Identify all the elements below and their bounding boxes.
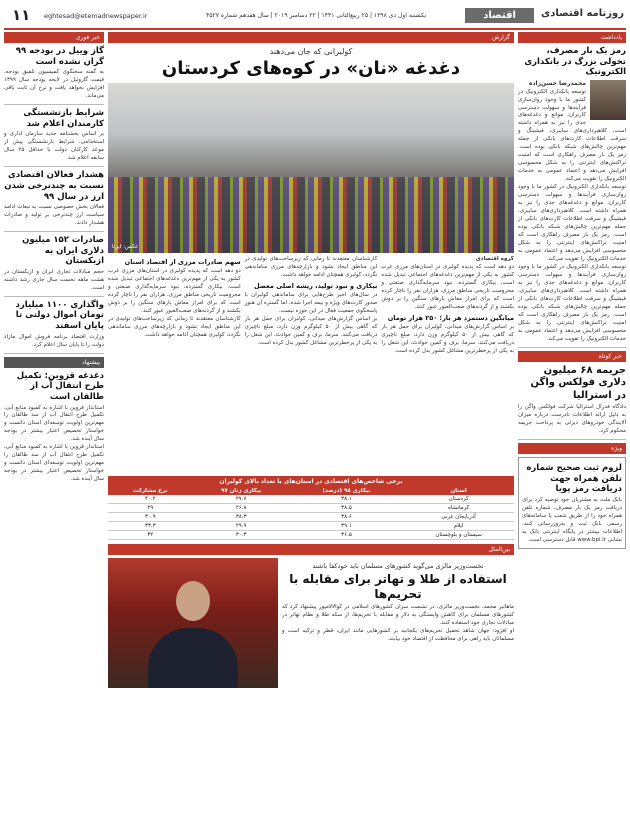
table-cell: ۳۳.۳ — [108, 522, 193, 531]
left-column — [4, 32, 104, 814]
right-bar-special: ویژه — [518, 443, 626, 454]
table-body — [108, 495, 514, 540]
right-column — [518, 32, 626, 814]
report-body-1b: دو دهه است که پدیده کولبری در استان‌های مرزی غرب کشور به یکی از مهم‌ترین دغدغه‌های اجتماعی تبدیل شده است. بیکاری گسترده، نبود سرمایه‌گذاری صنعتی و محرومیت تاریخی مناطق مرزی، هزاران نفر را ناچار کرده است که برای امرار معاش بارهای سنگین را بر دوش بکشند و از گردنه‌های صعب‌العبور عبور کنند. — [108, 268, 241, 314]
table-cell: ایلام — [403, 522, 514, 531]
photo-crowd — [108, 177, 514, 254]
report-body-2: بر اساس گزارش‌های میدانی، کولبران برای حمل هر بار که گاهی بیش از ۵۰ کیلوگرم وزن دارد، مبلغ ناچیزی دریافت می‌کنند. سرما، برف و کمین حوادث، این شغل را به یکی از پرخطرترین مشاغل کشور بدل کرده است. — [381, 323, 514, 354]
table-cell: ۲۹ — [108, 504, 193, 513]
table-cell: ۲۹.۹ — [193, 522, 290, 531]
intl-kicker: نخست‌وزیر مالزی می‌گوید کشورهای مسلمان باید خودکفا باشند — [312, 562, 484, 570]
newspaper-logo: روزنامه اقتصادی — [541, 8, 624, 19]
notice-body: بانک ملت به مشتریان خود توصیه کرد برای دریافت رمز یک بار مصرف، شماره تلفن همراه خود را از طریق شعب یا سامانه‌های رسمی بانک ثبت و به‌روزرسانی کنند. اطلاعات بیشتر در پایگاه اینترنتی بانک به نشانی www.bpi.ir قابل دسترسی است. — [522, 496, 622, 543]
table-header-cell: بیکاری ۹۸ (درصد) — [290, 487, 404, 495]
table-cell: ۳۸.۱ — [290, 495, 404, 504]
divider — [4, 166, 104, 167]
right-bar-brief: خبر کوتاه — [518, 351, 626, 362]
table-cell: ۲۷.۷ — [193, 495, 290, 504]
report-headline: دغدغه «نان» در کوه‌های کردستان — [161, 58, 461, 79]
left-story1-headline: گاز وییل در بودجه ۹۹ گران نشده است — [15, 46, 104, 67]
divider — [4, 231, 104, 232]
brief-headline: جریمه ۶۸ میلیون دلاری فولکس واگن در استرالیا — [530, 364, 626, 401]
report-subhead-3: سهم صادرات مرزی از اقتصاد استان — [124, 258, 241, 266]
table-cell: ۳۸.۳ — [193, 513, 290, 522]
left-story3-body: فعالان بخش خصوصی نسبت به تبعات ادامه سیاست ارز چندنرخی بر تولید و صادرات هشدار دادند. — [4, 204, 104, 227]
report-body-4: در سال‌های اخیر طرح‌هایی برای ساماندهی کولبران با صدور کارت‌های ویژه و بیمه اجرا شده، اما گستره آن هنوز پاسخگوی جمعیت فعال در این حوزه نیست. — [244, 292, 378, 314]
table-cell: آذربایجان غربی — [403, 513, 514, 522]
note-author: محمدرضا حسن‌زاده — [528, 79, 586, 87]
contact-email[interactable]: eghtesad@etemadnewspaper.ir — [44, 12, 148, 20]
intl-body-1: ماهاتیر محمد، نخست‌وزیر مالزی، در نشست سران کشورهای اسلامی در کوالالامپور پیشنهاد کرد که کشورهای مسلمان برای کاهش وابستگی به دلار و مقابله با تحریم‌ها، از سکه طلا و نظام تهاتر در مبادلات تجاری خود استفاده کنند. — [282, 604, 514, 626]
bank-notice — [518, 457, 626, 549]
left-story1-body: به گفته سخنگوی کمیسیون تلفیق بودجه، قیمت گازوئیل در لایحه بودجه سال ۱۳۹۹ افزایش نخواهد یافت و نرخ آن ثابت باقی می‌ماند. — [4, 69, 104, 100]
left-story2-body: بر اساس بخشنامه جدید سازمان اداری و استخدامی، شرایط بازنشستگی پیش از موعد کارکنان دولت با حداقل ۲۵ سال سابقه اعلام شد. — [4, 131, 104, 162]
left-story2-headline: شرایط بازنشستگی کارمندان اعلام شد — [23, 108, 104, 129]
intl-body-2: او افزود: جهان شاهد تحمیل تحریم‌های یکجانبه بر کشورهایی مانند ایران، قطر و ترکیه است و مسلمانان باید راهی برای محافظت از اقتصاد خود بیابند. — [282, 627, 514, 642]
brief-body: دادگاه فدرال استرالیا شرکت فولکس واگن را به دلیل ارائه اطلاعات نادرست درباره میزان آلایندگی خودروهای دیزلی به پرداخت جریمه محکوم کرد. — [518, 404, 626, 434]
note-headline: رمز یک بار مصرف، تحولی بزرگ در بانکداری الکترونیک — [524, 46, 626, 78]
table-title: برخی شاخص‌های اقتصادی در استان‌های با تعداد بالای کولبران — [108, 476, 514, 487]
mahathir-photo — [108, 558, 278, 688]
left-story6-headline: دغدغه قزوین: تکمیل طرح انتقال آب از طالقان است — [16, 370, 104, 402]
table-row — [108, 495, 514, 504]
table-row — [108, 522, 514, 531]
report-byline: گروه اقتصادی — [475, 256, 514, 262]
notice-headline: لزوم ثبت صحیح شماره تلفن همراه جهت دریافت رمز پویا — [526, 462, 622, 495]
intl-text — [282, 558, 514, 688]
report-body-1: دو دهه است که پدیده کولبری در استان‌های مرزی غرب کشور به یکی از مهم‌ترین دغدغه‌های اجتماعی تبدیل شده است. بیکاری گسترده، نبود سرمایه‌گذاری صنعتی و محرومیت تاریخی مناطق مرزی، هزاران نفر را ناچار کرده است که برای امرار معاش بارهای سنگین را بر دوش بکشند و از گردنه‌های صعب‌العبور عبور کنند. — [381, 263, 514, 310]
photo-suit — [148, 628, 238, 688]
table-cell: کردستان — [403, 495, 514, 504]
report-subhead-2: بیکاری و نبود تولید، ریشه اصلی معضل — [253, 281, 378, 290]
author-photo — [590, 80, 626, 120]
table-cell: کرمانشاه — [403, 504, 514, 513]
photo-face — [176, 581, 210, 621]
table-header-cell: بیکاری زنان ۹۷ — [193, 487, 290, 495]
table-cell: ۳۸.۶ — [290, 513, 404, 522]
note-body-cont: توسعه بانکداری الکترونیک در کشور ما با وجود روان‌سازی فرآیندها و سهولت دسترسی کاربران، موانع و دغدغه‌های جدی را نیز به همراه داشته است. کلاهبرداری‌های سایبری، فیشینگ و سرقت اطلاعات کارت‌های بانکی از جمله مهم‌ترین چالش‌های شبکه بانکی بوده است. رمز یک بار مصرف راهکاری است که امنیت تراکنش‌های اینترنتی را به شکل محسوسی افزایش می‌دهد و اعتماد عمومی به خدمات الکترونیک را تقویت می‌کند. — [518, 184, 626, 262]
report-body-3b: کارشناسان معتقدند تا زمانی که زیرساخت‌های تولیدی در این مناطق ایجاد نشود و بازارچه‌های مرزی ساماندهی نگردد، کولبری همچنان ادامه خواهد داشت. — [108, 315, 241, 338]
report-columns — [108, 256, 514, 476]
note-body-cont2: توسعه بانکداری الکترونیک در کشور ما با وجود روان‌سازی فرآیندها و سهولت دسترسی کاربران، موانع و دغدغه‌های جدی را نیز به همراه داشته است. کلاهبرداری‌های سایبری، فیشینگ و سرقت اطلاعات کارت‌های بانکی از جمله مهم‌ترین چالش‌های شبکه بانکی بوده است. رمز یک بار مصرف راهکاری است که امنیت تراکنش‌های اینترنتی را به شکل محسوسی افزایش می‌دهد و اعتماد عمومی به خدمات الکترونیک را تقویت می‌کند. — [518, 263, 626, 342]
table-cell: ۳۰.۳ — [193, 531, 290, 540]
left-story3-headline: هشدار فعالان اقتصادی نسبت به چندنرخی شدن ارز در سال ۹۹ — [4, 170, 104, 202]
divider — [4, 353, 104, 354]
report-kicker: کولبرانی که جان می‌دهند — [269, 47, 353, 56]
photo-caption: عکس: ایرنا — [112, 244, 139, 250]
masthead — [4, 6, 626, 30]
table-cell: سیستان و بلوچستان — [403, 531, 514, 540]
table-cell: ۴۰.۲ — [108, 495, 193, 504]
report-body-3: کارشناسان معتقدند تا زمانی که زیرساخت‌های تولیدی در این مناطق ایجاد نشود و بازارچه‌های مرزی ساماندهی نگردد، کولبری همچنان ادامه خواهد داشت. — [244, 256, 378, 278]
table-cell: ۳۹.۱ — [290, 522, 404, 531]
table-header-cell: نرخ مشارکت — [108, 487, 193, 495]
divider — [4, 296, 104, 297]
intl-story — [108, 558, 514, 688]
center-bar-intl: بین‌الملل — [108, 544, 514, 555]
left-story4-body: حجم مبادلات تجاری ایران و ازبکستان در هشت ماهه نخست سال جاری رشد داشته است. — [4, 268, 104, 291]
divider — [518, 439, 626, 440]
table-cell: ۳۶.۵ — [290, 531, 404, 540]
right-bar-note: یادداشت — [518, 32, 626, 43]
page-number: ۱۱ — [12, 6, 31, 24]
table-cell: ۲۶.۸ — [193, 504, 290, 513]
left-story5-body: وزارت اقتصاد برنامه فروش اموال مازاد دولت را تا پایان سال اعلام کرد. — [4, 333, 104, 348]
divider — [518, 347, 626, 348]
dateline: یکشنبه اول دی ۱۳۹۸ | ۲۵ ربیع‌الثانی ۱۴۴۱ | ۲۲ دسامبر ۲۰۱۹ | سال هفدهم شماره ۴۵۲۷ — [206, 12, 426, 19]
left-bar-news: خبر فوری — [4, 32, 104, 43]
section-tag: اقتصاد — [465, 8, 534, 23]
table-row — [108, 504, 514, 513]
table-header-cell: استان — [403, 487, 514, 495]
kolbar-photo — [108, 83, 514, 253]
left-story6-body: استاندار قزوین با اشاره به کمبود منابع آبی، تکمیل طرح انتقال آب از سد طالقان را مهم‌ترین اولویت توسعه‌ای استان دانست و خواستار تخصیص اعتبار بیشتر در بودجه سال آینده شد. — [4, 404, 104, 443]
center-area — [108, 32, 514, 814]
left-bar-proposal: پیشنهاد — [4, 357, 104, 368]
center-bar-report: گزارش — [108, 32, 514, 43]
report-body-2b: بر اساس گزارش‌های میدانی، کولبران برای حمل هر بار که گاهی بیش از ۵۰ کیلوگرم وزن دارد، مبلغ ناچیزی دریافت می‌کنند. سرما، برف و کمین حوادث، این شغل را به یکی از پرخطرترین مشاغل کشور بدل کرده است. — [244, 315, 378, 346]
table-row — [108, 531, 514, 540]
table-cell: ۳۲ — [108, 531, 193, 540]
lower-center — [108, 476, 514, 540]
report-subhead-1: میانگین دستمزد هر بار؛ ۲۵۰ هزار تومان — [387, 313, 514, 322]
table-cell: ۳۰.۹ — [108, 513, 193, 522]
intl-headline: استفاده از طلا و تهاتر برای مقابله با تحریم‌ها — [289, 572, 507, 601]
note-body: توسعه بانکداری الکترونیک در کشور ما با وجود روان‌سازی فرآیندها و سهولت دسترسی کاربران، موانع و دغدغه‌های جدی را نیز به همراه داشته است. کلاهبرداری‌های سایبری، فیشینگ و سرقت اطلاعات کارت‌های بانکی از جمله مهم‌ترین چالش‌های شبکه بانکی بوده است. رمز یک بار مصرف راهکاری است که امنیت تراکنش‌های اینترنتی را به شکل محسوسی افزایش می‌دهد و اعتماد عمومی به خدمات الکترونیک را تقویت می‌کند. — [518, 88, 626, 183]
table-row — [108, 513, 514, 522]
divider — [4, 104, 104, 105]
indicator-table — [108, 487, 514, 540]
left-story4-headline: صادرات ۱۵۲ میلیون دلاری ایران به ازبکستان — [22, 235, 104, 267]
left-story6-body-cont: استاندار قزوین با اشاره به کمبود منابع آبی، تکمیل طرح انتقال آب از سد طالقان را مهم‌ترین اولویت توسعه‌ای استان دانست و خواستار تخصیص اعتبار بیشتر در بودجه سال آینده شد. — [4, 444, 104, 483]
table-cell: ۳۸.۵ — [290, 504, 404, 513]
left-story5-headline: واگذاری ۱۱۰۰ میلیارد تومان اموال دولتی تا پایان اسفند — [15, 299, 104, 332]
table-header-row — [108, 487, 514, 495]
table-block — [108, 476, 514, 540]
